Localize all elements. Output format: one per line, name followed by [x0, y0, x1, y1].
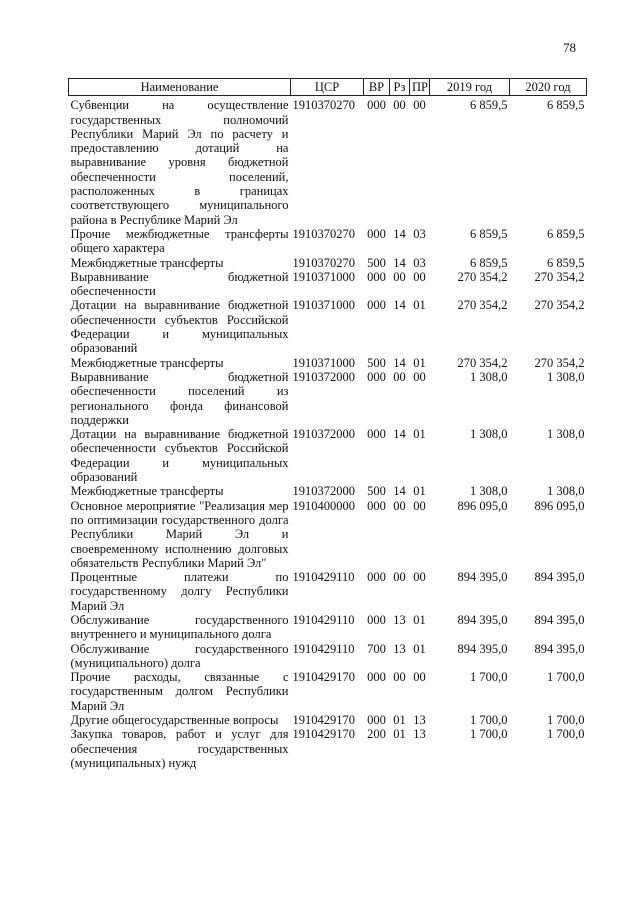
row-pr: 03	[413, 226, 426, 241]
table-row	[69, 570, 587, 613]
row-name: Процентные платежи по государственному долгу Республики Марий Эл	[70, 570, 289, 613]
row-value-2019: 894 395,0	[457, 612, 508, 627]
row-value-2019: 894 395,0	[457, 570, 508, 585]
row-vr: 000	[367, 427, 386, 442]
row-name: Другие общегосударственные вопросы	[70, 713, 279, 728]
row-name: Субвенции на осуществление государственных полномочий Республики Марий Эл по расчету и предоставлению дотаций на выравнивание уровня бюджетной обеспеченности поселений, расположенных в границах соответствующего муниципального района в Республике Марий Эл	[70, 98, 289, 227]
row-vr: 500	[367, 255, 386, 270]
table-row	[69, 727, 587, 770]
row-csr: 1910370270	[292, 255, 355, 270]
budget-table	[68, 78, 587, 770]
row-pr: 13	[413, 727, 426, 742]
row-rz: 00	[393, 670, 406, 685]
header-2019: 2019 год	[430, 79, 510, 96]
row-csr: 1910370270	[292, 98, 355, 113]
row-csr: 1910400000	[292, 498, 355, 513]
row-csr: 1910371000	[292, 269, 355, 284]
row-rz: 00	[393, 269, 406, 284]
table-row	[69, 356, 587, 370]
row-value-2019: 1 700,0	[470, 670, 508, 685]
row-csr: 1910429170	[292, 727, 355, 742]
row-csr: 1910429170	[292, 713, 355, 728]
row-value-2020: 1 308,0	[547, 369, 585, 384]
row-pr: 00	[413, 269, 426, 284]
row-vr: 000	[367, 298, 386, 313]
row-name: Прочие расходы, связанные с государственным долгом Республики Марий Эл	[70, 670, 289, 713]
row-value-2020: 896 095,0	[534, 498, 585, 513]
row-rz: 01	[393, 713, 406, 728]
row-pr: 13	[413, 713, 426, 728]
table-row	[69, 256, 587, 270]
row-value-2019: 6 859,5	[470, 98, 508, 113]
row-pr: 00	[413, 670, 426, 685]
table-row	[69, 642, 587, 671]
row-csr: 1910371000	[292, 355, 355, 370]
row-value-2020: 6 859,5	[547, 255, 585, 270]
row-value-2020: 894 395,0	[534, 570, 585, 585]
row-value-2020: 270 354,2	[534, 355, 585, 370]
row-value-2019: 6 859,5	[470, 226, 508, 241]
row-pr: 03	[413, 255, 426, 270]
row-value-2020: 1 700,0	[547, 727, 585, 742]
row-pr: 01	[413, 427, 426, 442]
row-name: Межбюджетные трансферты	[70, 355, 224, 370]
header-vr: ВР	[364, 79, 390, 96]
row-name: Межбюджетные трансферты	[70, 255, 224, 270]
row-csr: 1910429110	[292, 612, 355, 627]
row-value-2020: 270 354,2	[534, 269, 585, 284]
row-value-2019: 1 308,0	[470, 427, 508, 442]
row-value-2020: 270 354,2	[534, 298, 585, 313]
row-vr: 000	[367, 98, 386, 113]
row-rz: 13	[393, 641, 406, 656]
row-csr: 1910429110	[292, 641, 355, 656]
row-rz: 00	[393, 369, 406, 384]
row-value-2020: 1 308,0	[547, 484, 585, 499]
row-value-2019: 894 395,0	[457, 641, 508, 656]
table-row	[69, 370, 587, 427]
row-vr: 000	[367, 226, 386, 241]
row-pr: 01	[413, 641, 426, 656]
row-pr: 00	[413, 498, 426, 513]
row-value-2020: 1 700,0	[547, 713, 585, 728]
row-name: Обслуживание государственного (муниципального) долга	[70, 641, 289, 670]
row-pr: 01	[413, 484, 426, 499]
row-rz: 14	[393, 255, 406, 270]
table-row	[69, 427, 587, 484]
row-value-2019: 1 700,0	[470, 727, 508, 742]
row-csr: 1910370270	[292, 226, 355, 241]
table-row	[69, 670, 587, 713]
table-row	[69, 499, 587, 570]
row-value-2020: 894 395,0	[534, 612, 585, 627]
table-row	[69, 270, 587, 299]
header-2020: 2020 год	[510, 79, 587, 96]
row-vr: 500	[367, 355, 386, 370]
row-rz: 14	[393, 355, 406, 370]
row-vr: 000	[367, 570, 386, 585]
page-number: 78	[563, 40, 576, 55]
row-name: Межбюджетные трансферты	[70, 484, 224, 499]
table-row	[69, 613, 587, 642]
row-value-2019: 270 354,2	[457, 298, 508, 313]
row-name: Прочие межбюджетные трансферты общего характера	[70, 226, 289, 256]
row-rz: 14	[393, 298, 406, 313]
row-rz: 00	[393, 570, 406, 585]
row-csr: 1910429110	[292, 570, 355, 585]
row-vr: 500	[367, 484, 386, 499]
header-rz: Рз	[390, 79, 410, 96]
row-rz: 01	[393, 727, 406, 742]
row-value-2020: 6 859,5	[547, 226, 585, 241]
row-rz: 14	[393, 226, 406, 241]
row-vr: 000	[367, 670, 386, 685]
row-name: Выравнивание бюджетной обеспеченности	[70, 269, 289, 299]
row-csr: 1910372000	[292, 484, 355, 499]
row-rz: 14	[393, 427, 406, 442]
row-csr: 1910429170	[292, 670, 355, 685]
row-value-2019: 270 354,2	[457, 269, 508, 284]
row-vr: 000	[367, 498, 386, 513]
row-name: Основное мероприятие "Реализация мер по оптимизации государственного долга Республики Марий Эл и своевременному исполнению долговых обязательств Республики Марий Эл"	[70, 498, 289, 570]
row-vr: 000	[367, 713, 386, 728]
row-value-2020: 6 859,5	[547, 98, 585, 113]
row-value-2019: 1 308,0	[470, 369, 508, 384]
row-csr: 1910371000	[292, 298, 355, 313]
row-rz: 14	[393, 484, 406, 499]
row-csr: 1910372000	[292, 427, 355, 442]
table-row	[69, 713, 587, 727]
row-rz: 00	[393, 98, 406, 113]
row-value-2019: 6 859,5	[470, 255, 508, 270]
row-pr: 00	[413, 98, 426, 113]
row-name: Дотации на выравнивание бюджетной обеспеченности субъектов Российской Федерации и муниципальных образований	[70, 298, 289, 356]
row-name: Выравнивание бюджетной обеспеченности поселений из регионального фонда финансовой поддержки	[70, 369, 289, 427]
row-rz: 13	[393, 612, 406, 627]
row-pr: 00	[413, 570, 426, 585]
row-value-2019: 1 700,0	[470, 713, 508, 728]
row-value-2019: 896 095,0	[457, 498, 508, 513]
row-vr: 200	[367, 727, 386, 742]
row-value-2019: 270 354,2	[457, 355, 508, 370]
row-vr: 700	[367, 641, 386, 656]
row-pr: 01	[413, 298, 426, 313]
row-csr: 1910372000	[292, 369, 355, 384]
row-value-2020: 1 308,0	[547, 427, 585, 442]
header-csr: ЦСР	[291, 79, 364, 96]
table-row	[69, 298, 587, 355]
row-name: Дотации на выравнивание бюджетной обеспеченности субъектов Российской Федерации и муниципальных образований	[70, 427, 289, 485]
row-value-2020: 894 395,0	[534, 641, 585, 656]
row-rz: 00	[393, 498, 406, 513]
table-row	[69, 227, 587, 256]
row-value-2020: 1 700,0	[547, 670, 585, 685]
table-row	[69, 484, 587, 498]
table-header-row	[69, 79, 587, 96]
row-vr: 000	[367, 269, 386, 284]
header-pr: ПР	[410, 79, 430, 96]
table-row	[69, 96, 587, 227]
row-value-2019: 1 308,0	[470, 484, 508, 499]
header-name: Наименование	[69, 79, 291, 96]
row-name: Закупка товаров, работ и услуг для обеспечения государственных (муниципальных) нужд	[70, 727, 289, 770]
row-pr: 01	[413, 612, 426, 627]
row-pr: 00	[413, 369, 426, 384]
row-vr: 000	[367, 369, 386, 384]
row-vr: 000	[367, 612, 386, 627]
table-body	[69, 96, 587, 770]
row-name: Обслуживание государственного внутреннего и муниципального долга	[70, 612, 289, 642]
row-pr: 01	[413, 355, 426, 370]
